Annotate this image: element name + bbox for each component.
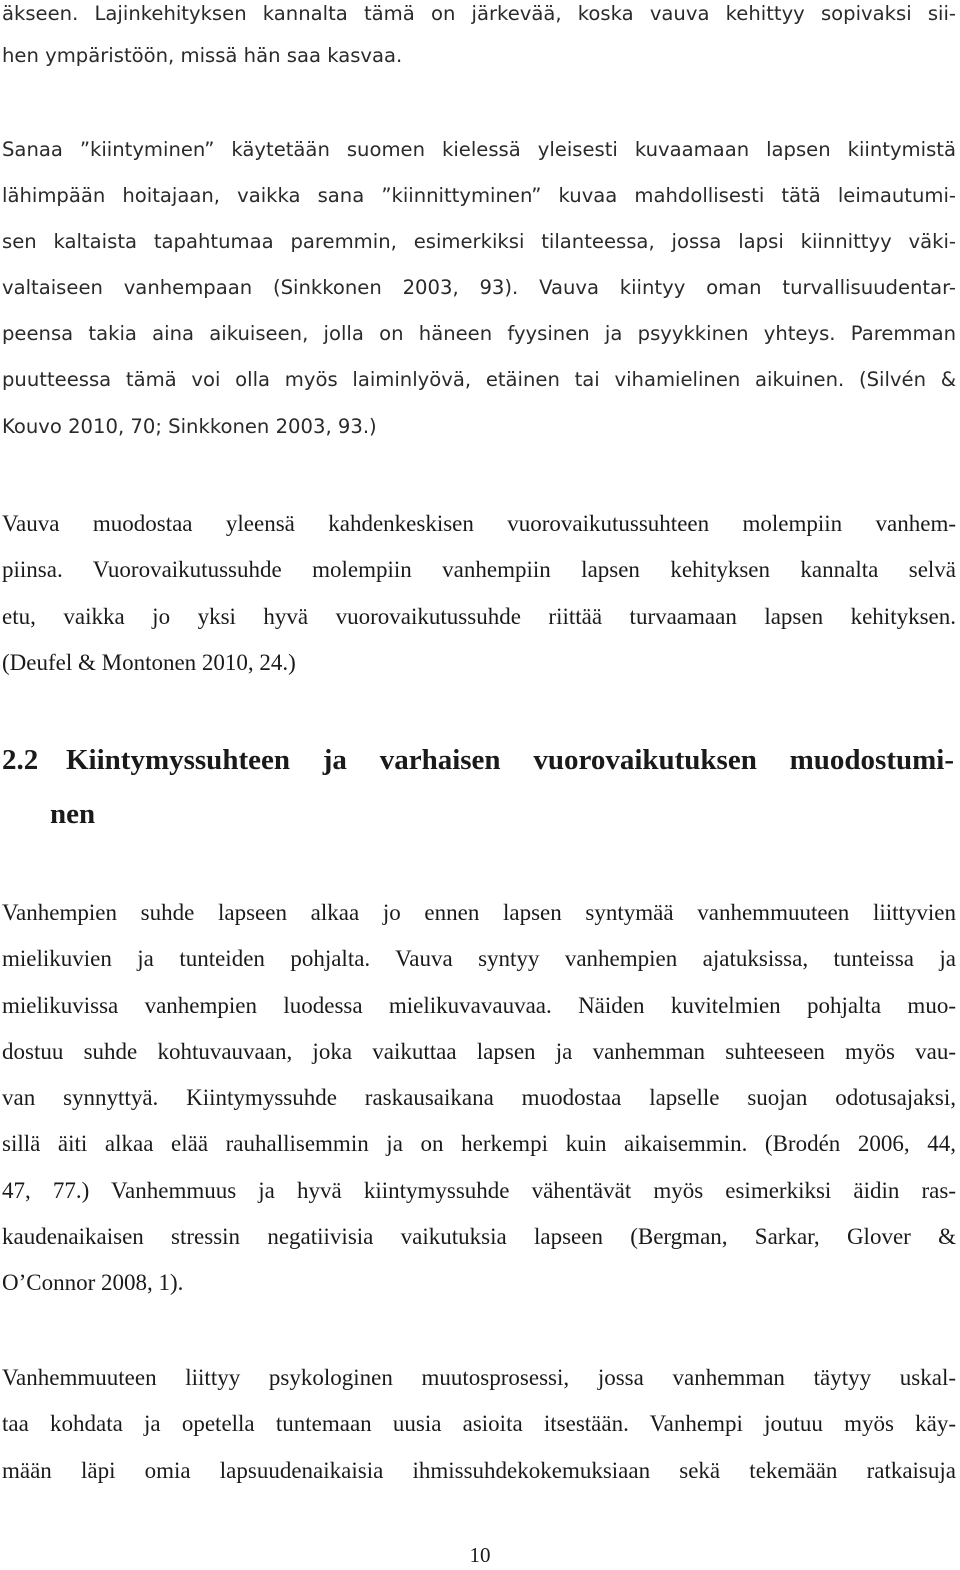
section-heading: Kiintymyssuhteen ja varhaisen vuorovaikutuksen muodostumi- — [66, 744, 954, 776]
text-line: hen ympäristöön, missä hän saa kasvaa. — [2, 44, 403, 67]
text-line: äkseen. Lajinkehityksen kannalta tämä on järkevää, koska vauva kehittyy sopivaksi sii- — [2, 2, 956, 25]
text-line: lähimpään hoitajaan, vaikka sana ”kiinnittyminen” kuvaa mahdollisesti tätä leimautumi- — [2, 184, 956, 207]
text-line: Vanhempien suhde lapseen alkaa jo ennen lapsen syntymää vanhemmuuteen liittyvien — [2, 900, 956, 925]
text-line: Vauva muodostaa yleensä kahdenkeskisen vuorovaikutussuhteen molempiin vanhem- — [2, 511, 956, 536]
text-line: Sanaa ”kiintyminen” käytetään suomen kielessä yleisesti kuvaamaan lapsen kiintymistä — [2, 138, 956, 161]
text-line: Vanhemmuuteen liittyy psykologinen muutosprosessi, jossa vanhemman täytyy uskal- — [2, 1365, 956, 1390]
text-line: O’Connor 2008, 1). — [2, 1270, 184, 1295]
text-line: dostuu suhde kohtuvauvaan, joka vaikuttaa lapsen ja vanhemman suhteeseen myös vau- — [2, 1039, 956, 1064]
text-line: sillä äiti alkaa elää rauhallisemmin ja on herkempi kuin aikaisemmin. (Brodén 2006, 44, — [2, 1131, 956, 1156]
text-line: Kouvo 2010, 70; Sinkkonen 2003, 93.) — [2, 415, 377, 438]
text-line: piinsa. Vuorovaikutussuhde molempiin vanhempiin lapsen kehityksen kannalta selvä — [2, 557, 956, 582]
text-line: kaudenaikaisen stressin negatiivisia vaikutuksia lapseen (Bergman, Sarkar, Glover & — [2, 1224, 956, 1249]
page-number: 10 — [469, 1543, 491, 1567]
text-line: etu, vaikka jo yksi hyvä vuorovaikutussuhde riittää turvaamaan lapsen kehityksen. — [2, 604, 956, 629]
section-heading-continuation: nen — [50, 798, 96, 830]
text-line: van synnyttyä. Kiintymyssuhde raskausaikana muodostaa lapselle suojan odotusajaksi, — [2, 1085, 956, 1110]
text-line: mielikuvissa vanhempien luodessa mielikuvavauvaa. Näiden kuvitelmien pohjalta muo- — [2, 993, 956, 1018]
text-line: peensa takia aina aikuiseen, jolla on häneen fyysinen ja psyykkinen yhteys. Paremman — [2, 322, 956, 345]
text-line: valtaiseen vanhempaan (Sinkkonen 2003, 93). Vauva kiintyy oman turvallisuudentar- — [2, 276, 956, 299]
text-line: (Deufel & Montonen 2010, 24.) — [2, 650, 296, 675]
section-number: 2.2 — [2, 744, 39, 776]
text-line: taa kohdata ja opetella tuntemaan uusia asioita itsestään. Vanhempi joutuu myös käy- — [2, 1411, 956, 1436]
text-line: 47, 77.) Vanhemmuus ja hyvä kiintymyssuhde vähentävät myös esimerkiksi äidin ras- — [2, 1178, 956, 1203]
text-line: mään läpi omia lapsuudenaikaisia ihmissuhdekokemuksiaan sekä tekemään ratkaisuja — [2, 1458, 956, 1483]
text-line: puutteessa tämä voi olla myös laiminlyövä, etäinen tai vihamielinen aikuinen. (Silvén & — [2, 368, 956, 391]
text-line: mielikuvien ja tunteiden pohjalta. Vauva syntyy vanhempien ajatuksissa, tunteissa ja — [2, 946, 956, 971]
text-line: sen kaltaista tapahtumaa paremmin, esimerkiksi tilanteessa, jossa lapsi kiinnittyy väki- — [2, 230, 956, 253]
